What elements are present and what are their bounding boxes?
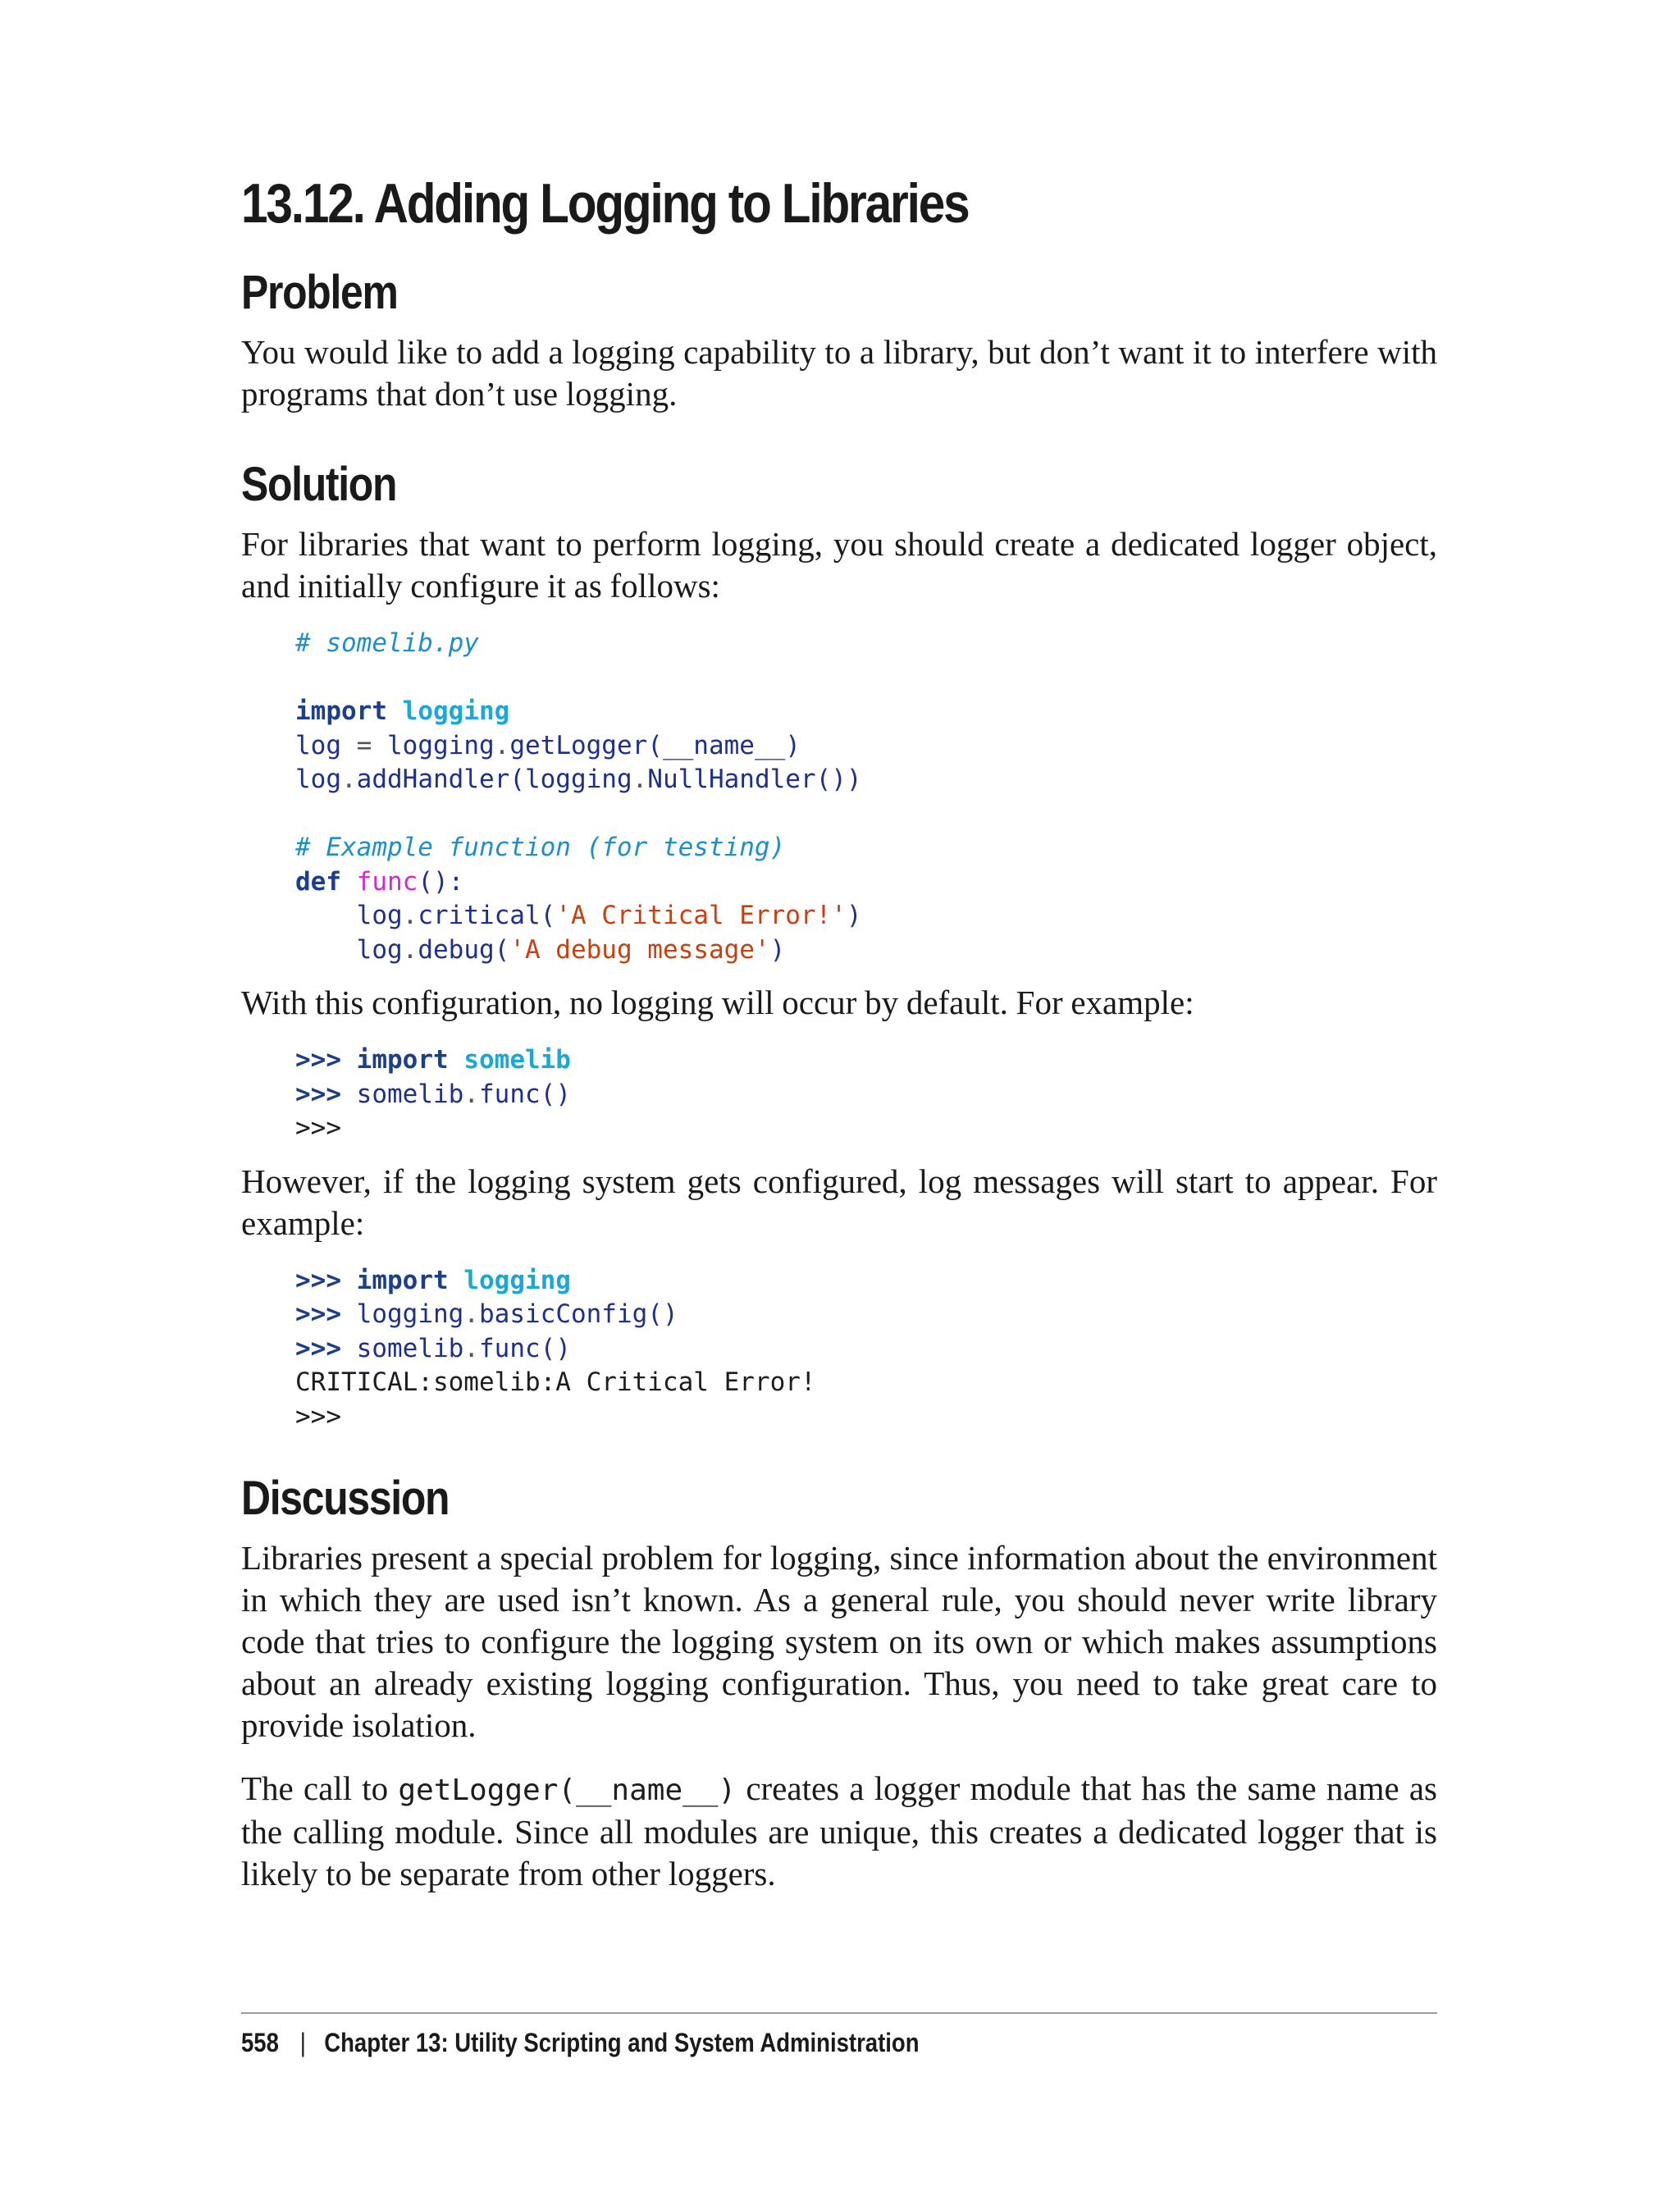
code-operator: . bbox=[402, 934, 418, 965]
code-function-name: func bbox=[356, 866, 418, 897]
code-prompt: >>> bbox=[295, 1045, 341, 1075]
discussion-paragraph-1: Libraries present a special problem for logging, since information about the environment in which they are used isn’t known. As a general rule, you should never write library code that tries to configure the logging system on its own or which makes assumptions about an already existing logging configuration. Thus, you need to take great care to provide isolation. bbox=[241, 1539, 1437, 1744]
code-name: func() bbox=[479, 1333, 571, 1363]
code-line bbox=[295, 934, 1437, 968]
page-number: 558 bbox=[241, 2028, 279, 2057]
code-prompt-plain: >>> bbox=[295, 1401, 341, 1431]
problem-text: You would like to add a logging capability to a library, but don’t want it to interfere with programs that don’t use logging. bbox=[241, 333, 1437, 413]
code-line bbox=[295, 831, 1437, 865]
code-line bbox=[295, 865, 1437, 900]
code-operator: . bbox=[632, 765, 648, 794]
code-line bbox=[295, 1078, 1437, 1112]
code-name: log bbox=[295, 730, 341, 760]
problem-heading: Problem bbox=[241, 266, 398, 319]
code-comment: # Example function (for testing) bbox=[295, 833, 786, 862]
code-output: CRITICAL:somelib:A Critical Error! bbox=[295, 1367, 816, 1397]
code-name: debug( bbox=[418, 934, 510, 965]
code-prompt: >>> bbox=[295, 1079, 341, 1109]
code-prompt: >>> bbox=[295, 1299, 341, 1329]
code-line bbox=[295, 1400, 1437, 1435]
solution-heading: Solution bbox=[241, 458, 397, 511]
code-line bbox=[295, 695, 1437, 729]
footer-rule bbox=[241, 2012, 1437, 2014]
code-prompt-plain: >>> bbox=[295, 1113, 341, 1143]
section-title: 13.12. Adding Logging to Libraries bbox=[241, 172, 969, 235]
code-name: log bbox=[295, 901, 403, 930]
code-line bbox=[295, 1298, 1437, 1332]
code-name: ) bbox=[769, 934, 786, 965]
code-module: somelib bbox=[463, 1045, 571, 1075]
page-footer bbox=[241, 2026, 920, 2059]
code-block-somelib bbox=[295, 627, 1437, 967]
code-line bbox=[295, 1332, 1437, 1367]
code-name: getLogger(__name__) bbox=[509, 730, 801, 760]
code-operator: . bbox=[494, 730, 510, 760]
code-keyword: import bbox=[295, 696, 387, 726]
code-keyword: import bbox=[356, 1265, 449, 1295]
footer-separator: | bbox=[299, 2028, 306, 2057]
code-name: (): bbox=[418, 866, 464, 897]
code-name: ) bbox=[846, 901, 862, 930]
code-comment: # somelib.py bbox=[295, 628, 479, 658]
discussion-paragraph-2-end: creates a logger module that has the same name as the calling module. Since all modules are unique, this creates a dedicated logger that is likely to be separate from other loggers. bbox=[241, 1769, 1438, 1892]
code-name: NullHandler()) bbox=[647, 765, 862, 794]
code-operator: = bbox=[341, 730, 387, 760]
code-string: 'A debug message' bbox=[509, 934, 770, 965]
code-keyword: def bbox=[295, 866, 341, 897]
code-name: logging bbox=[356, 1299, 464, 1329]
code-operator: . bbox=[463, 1299, 479, 1329]
solution-text-configured: However, if the logging system gets configured, log messages will start to appear. For example: bbox=[241, 1162, 1437, 1242]
chapter-title: Chapter 13: Utility Scripting and System Administration bbox=[324, 2028, 920, 2057]
code-line-blank bbox=[295, 661, 1437, 696]
page-content bbox=[241, 164, 1437, 1895]
code-line bbox=[295, 1043, 1437, 1078]
code-name: somelib bbox=[356, 1333, 464, 1363]
code-line-blank bbox=[295, 797, 1437, 832]
code-line bbox=[295, 1366, 1437, 1400]
code-block-interactive-1 bbox=[295, 1043, 1437, 1146]
code-name: func() bbox=[479, 1079, 571, 1109]
code-name: basicConfig() bbox=[479, 1299, 678, 1329]
discussion-paragraph-2-start: The call to bbox=[241, 1769, 399, 1807]
code-line bbox=[295, 729, 1437, 764]
code-line bbox=[295, 899, 1437, 934]
code-operator: . bbox=[341, 765, 357, 794]
code-line bbox=[295, 1112, 1437, 1146]
inline-code-getlogger: getLogger(__name__) bbox=[398, 1774, 737, 1807]
code-operator: . bbox=[463, 1079, 479, 1109]
code-name: logging bbox=[387, 730, 495, 760]
code-line bbox=[295, 1264, 1437, 1299]
code-operator: . bbox=[402, 901, 418, 930]
solution-intro: For libraries that want to perform logging, you should create a dedicated logger object, and initially configure it as follows: bbox=[241, 525, 1437, 605]
discussion-paragraph-2 bbox=[241, 1768, 1437, 1895]
code-name: critical( bbox=[418, 901, 556, 930]
code-line bbox=[295, 627, 1437, 661]
code-keyword: import bbox=[356, 1045, 449, 1075]
code-line bbox=[295, 763, 1437, 797]
code-prompt: >>> bbox=[295, 1265, 341, 1295]
code-operator: . bbox=[463, 1333, 479, 1363]
code-block-interactive-2 bbox=[295, 1264, 1437, 1435]
code-name: addHandler(logging bbox=[356, 765, 632, 794]
discussion-heading: Discussion bbox=[241, 1472, 450, 1525]
code-module: logging bbox=[402, 696, 510, 726]
code-name: somelib bbox=[356, 1079, 464, 1109]
solution-text-default: With this configuration, no logging will occur by default. For example: bbox=[241, 984, 1194, 1021]
code-module: logging bbox=[463, 1265, 571, 1295]
code-name: log bbox=[295, 934, 403, 965]
code-prompt: >>> bbox=[295, 1333, 341, 1363]
code-name: log bbox=[295, 765, 341, 794]
code-string: 'A Critical Error!' bbox=[555, 901, 847, 930]
